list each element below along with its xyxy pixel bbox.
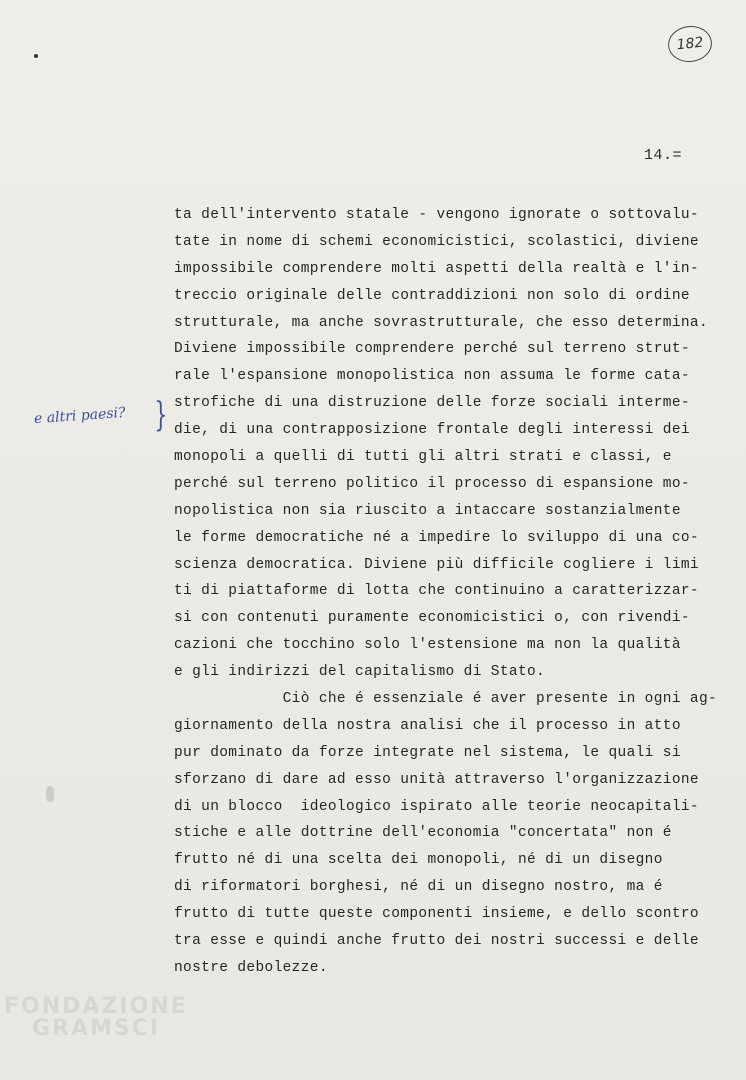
text-line: perché sul terreno politico il processo di espansione mo- <box>174 475 690 492</box>
page-number: 14.= <box>644 147 683 164</box>
text-line: pur dominato da forze integrate nel sistema, le quali si <box>174 744 681 761</box>
archive-watermark <box>4 996 188 1040</box>
text-line: frutto né di una scelta dei monopoli, né di un disegno <box>174 852 663 869</box>
text-line: strofiche di una distruzione delle forze sociali interme- <box>174 395 690 412</box>
watermark-line-2: GRAMSCI <box>32 1016 161 1041</box>
text-line: e gli indirizzi del capitalismo di Stato. <box>174 664 546 681</box>
text-line: treccio originale delle contraddizioni non solo di ordine <box>174 287 690 304</box>
text-line: tra esse e quindi anche frutto dei nostri successi e delle <box>174 933 699 950</box>
text-line: nostre debolezze. <box>174 959 328 976</box>
text-line: giornamento della nostra analisi che il processo in atto <box>174 717 681 734</box>
text-line: scienza democratica. Diviene più difficile cogliere i limi <box>174 556 699 573</box>
text-line: Diviene impossibile comprendere perché sul terreno strut- <box>174 341 690 358</box>
text-line: cazioni che tocchino solo l'estensione ma non la qualità <box>174 637 681 654</box>
folio-stamp-number: 182 <box>675 34 705 54</box>
folio-stamp <box>666 24 714 64</box>
text-line: ta dell'intervento statale - vengono ignorate o sottovalu- <box>174 207 699 223</box>
text-line: di un blocco ideologico ispirato alle teorie neocapitali- <box>174 798 699 815</box>
watermark-line-1: FONDAZIONE <box>4 994 188 1019</box>
ink-dot <box>34 54 38 58</box>
text-line: nopolistica non sia riuscito a intaccare sostanzialmente <box>174 502 681 519</box>
ink-smudge <box>46 786 54 802</box>
text-line: rale l'espansione monopolistica non assuma le forme cata- <box>174 368 690 385</box>
text-line: frutto di tutte queste componenti insieme, e dello scontro <box>174 906 699 923</box>
body-text <box>174 202 718 982</box>
text-line: stiche e alle dottrine dell'economia "concertata" non é <box>174 825 672 842</box>
text-line: sforzano di dare ad esso unità attraverso l'organizzazione <box>174 771 699 788</box>
margin-handwritten-note: e altri paesi? <box>33 404 127 428</box>
text-line: si con contenuti puramente economicistici o, con rivendi- <box>174 610 690 627</box>
text-line: Ciò che é essenziale é aver presente in ogni ag- <box>174 691 718 708</box>
text-line: impossibile comprendere molti aspetti della realtà e l'in- <box>174 260 699 277</box>
text-line: tate in nome di schemi economicistici, scolastici, diviene <box>174 233 699 250</box>
text-line: die, di una contrapposizione frontale degli interessi dei <box>174 422 690 439</box>
margin-brace-mark: } <box>154 395 168 435</box>
text-line: ti di piattaforme di lotta che continuino a caratterizzar- <box>174 583 699 600</box>
text-line: di riformatori borghesi, né di un disegno nostro, ma é <box>174 879 663 896</box>
text-line: strutturale, ma anche sovrastrutturale, che esso determina. <box>174 314 709 331</box>
text-line: le forme democratiche né a impedire lo sviluppo di una co- <box>174 529 699 546</box>
text-line: monopoli a quelli di tutti gli altri strati e classi, e <box>174 449 672 466</box>
